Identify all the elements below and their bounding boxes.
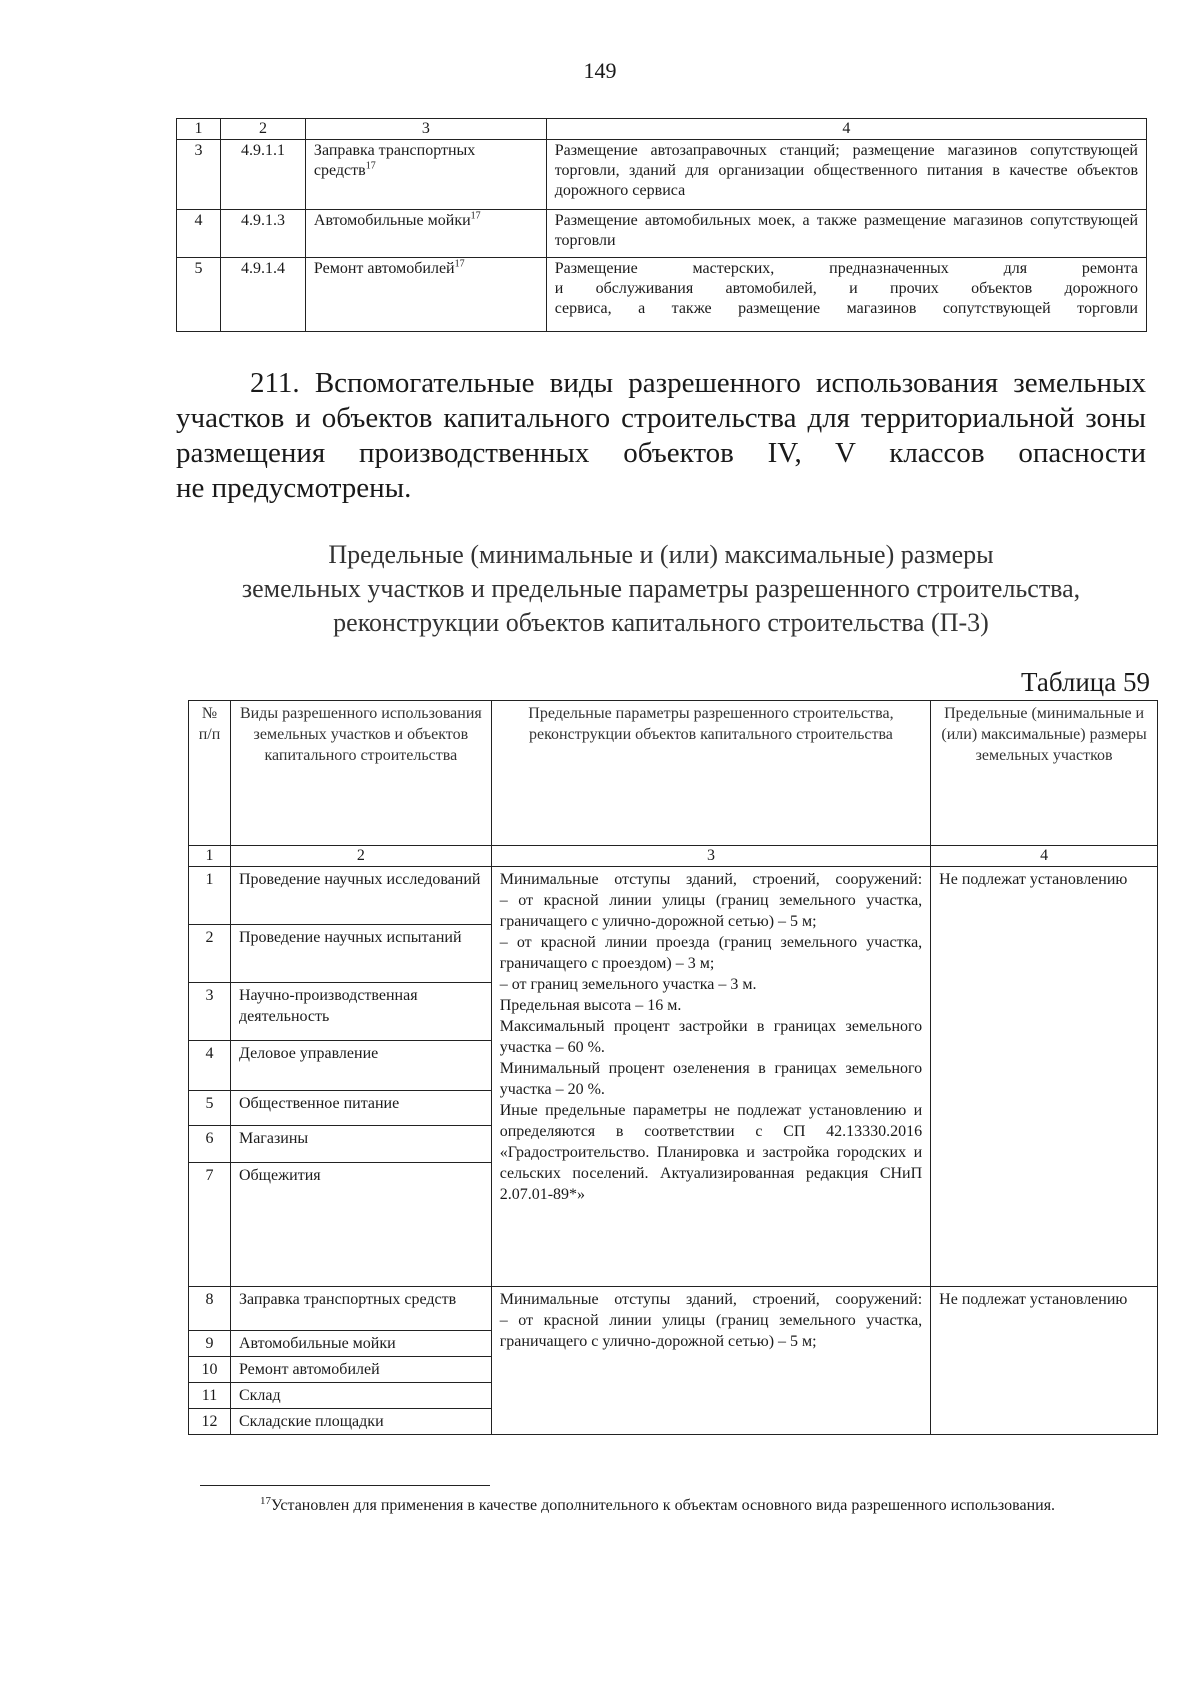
row-name: Магазины <box>230 1126 491 1163</box>
header-cell: № п/п <box>189 701 231 846</box>
header-cell: Виды разрешенного использования земельных участков и объектов капитального строительства <box>230 701 491 846</box>
row-description <box>546 258 1146 332</box>
footnote-mark: 17 <box>260 1495 271 1507</box>
footnote <box>188 1493 1158 1518</box>
row-name: Проведение научных исследований <box>230 867 491 925</box>
row-name: Деловое управление <box>230 1041 491 1091</box>
table-header-row <box>177 119 1147 140</box>
parameter-line: Предельная высота – 16 м. <box>499 997 682 1014</box>
row-name: Проведение научных испытаний <box>230 925 491 983</box>
row-description: Размещение автомобильных моек, а также размещение магазинов сопутствующей торговли <box>546 210 1146 258</box>
column-number: 2 <box>230 846 491 867</box>
row-code: 4.9.1.1 <box>220 140 305 210</box>
description-line: Размещение мастерских, предназначенных для ремонта <box>554 260 1138 277</box>
row-number: 5 <box>189 1091 231 1126</box>
paragraph-line: не предусмотрены. <box>176 472 412 504</box>
heading-line: Предельные (минимальные и (или) максимальные) размеры <box>328 540 994 569</box>
row-name: Общественное питание <box>230 1091 491 1126</box>
paragraph-line: участков и объектов капитального строительства для территориальной зоны <box>176 402 1146 434</box>
column-number: 3 <box>491 846 930 867</box>
row-name: Автомобильные мойки$^{17}$ <box>305 210 546 258</box>
row-name: Научно-производственная деятельность <box>230 983 491 1041</box>
parameter-line: Минимальный процент озеленения в границах земельного участка – 20 %. <box>499 1060 923 1098</box>
row-number: 10 <box>189 1357 231 1383</box>
paragraph-line: размещения производственных объектов IV, V классов опасности <box>176 437 1146 469</box>
row-number: 5 <box>177 258 221 332</box>
table-row <box>177 210 1147 258</box>
row-number: 6 <box>189 1126 231 1163</box>
parameter-line: – от красной линии проезда (границ земельного участка, граничащего с проездом) – 3 м; <box>499 934 923 972</box>
parameters-cell <box>491 867 930 1287</box>
table-label: Таблица 59 <box>1021 667 1150 697</box>
row-number: 2 <box>189 925 231 983</box>
header-cell: Предельные (минимальные и (или) максимальные) размеры земельных участков <box>931 701 1158 846</box>
section-heading <box>176 538 1146 640</box>
table-header-row <box>189 701 1158 846</box>
row-number: 4 <box>189 1041 231 1091</box>
paragraph-line: 211. Вспомогательные виды разрешенного использования земельных <box>250 367 1146 399</box>
row-number: 7 <box>189 1163 231 1287</box>
header-cell: 4 <box>546 119 1146 140</box>
page-number: 149 <box>583 58 617 83</box>
row-number: 8 <box>189 1287 231 1331</box>
row-number: 1 <box>189 867 231 925</box>
parameter-line: Иные предельные параметры не подлежат установлению и определяются в соответствии с СП 42.13330.2016 «Градостроительство. Планировка и застройка городских и сельских поселений. Актуализированная редакция СНиП 2.07.01-89*» <box>499 1102 923 1203</box>
parameter-line: – от красной линии улицы (границ земельного участка, граничащего с улично-дорожной сетью) – 5 м; <box>499 892 923 930</box>
row-name: Ремонт автомобилей <box>230 1357 491 1383</box>
parameter-line: Максимальный процент застройки в границах земельного участка – 60 %. <box>499 1018 923 1056</box>
parameters-cell <box>491 1287 930 1435</box>
row-name: Общежития <box>230 1163 491 1287</box>
heading-line: реконструкции объектов капитального строительства (П-3) <box>333 608 989 637</box>
row-number: 12 <box>189 1409 231 1435</box>
row-code: 4.9.1.4 <box>220 258 305 332</box>
row-name: Ремонт автомобилей$^{17}$ <box>305 258 546 332</box>
footnote-separator <box>200 1485 490 1486</box>
footnote-ref: 17 <box>470 210 481 222</box>
row-name: Автомобильные мойки <box>230 1331 491 1357</box>
row-number: 11 <box>189 1383 231 1409</box>
table-row <box>189 867 1158 925</box>
table-row <box>189 1287 1158 1331</box>
row-number: 3 <box>189 983 231 1041</box>
row-name: Заправка транспортных средств <box>230 1287 491 1331</box>
permitted-uses-table <box>176 118 1147 332</box>
parameters-table <box>188 700 1158 1435</box>
row-number: 9 <box>189 1331 231 1357</box>
parameter-line: Минимальные отступы зданий, строений, сооружений: <box>499 871 923 888</box>
parameter-line: – от красной линии улицы (границ земельного участка, граничащего с улично-дорожной сетью) – 5 м; <box>499 1312 923 1350</box>
size-cell: Не подлежат установлению <box>931 1287 1158 1435</box>
table-row <box>177 258 1147 332</box>
table-row <box>177 140 1147 210</box>
column-number: 4 <box>931 846 1158 867</box>
row-description: Размещение автозаправочных станций; размещение магазинов сопутствующей торговли, зданий для организации общественного питания в качестве объектов дорожного сервиса <box>546 140 1146 210</box>
row-number: 4 <box>177 210 221 258</box>
header-cell: Предельные параметры разрешенного строительства, реконструкции объектов капитального строительства <box>491 701 930 846</box>
header-cell: 2 <box>220 119 305 140</box>
footnote-text: Установлен для применения в качестве дополнительного к объектам основного вида разрешенного использования. <box>271 1497 1056 1514</box>
paragraph-211 <box>176 366 1146 506</box>
column-number: 1 <box>189 846 231 867</box>
row-name: Склад <box>230 1383 491 1409</box>
column-numbers-row <box>189 846 1158 867</box>
row-number: 3 <box>177 140 221 210</box>
heading-line: земельных участков и предельные параметры разрешенного строительства, <box>241 574 1081 603</box>
parameter-line: – от границ земельного участка – 3 м. <box>499 976 757 993</box>
footnote-ref: 17 <box>454 258 465 270</box>
description-line: и обслуживания автомобилей, и прочих объектов дорожного <box>554 280 1138 297</box>
description-line: сервиса, а также размещение магазинов сопутствующей торговли <box>554 300 1138 317</box>
footnote-ref: 17 <box>365 160 376 172</box>
size-cell: Не подлежат установлению <box>931 867 1158 1287</box>
header-cell: 3 <box>305 119 546 140</box>
header-cell: 1 <box>177 119 221 140</box>
row-code: 4.9.1.3 <box>220 210 305 258</box>
row-name: Заправка транспортных средств$^{17}$ <box>305 140 546 210</box>
parameter-line: Минимальные отступы зданий, строений, сооружений: <box>499 1291 923 1308</box>
row-name: Складские площадки <box>230 1409 491 1435</box>
